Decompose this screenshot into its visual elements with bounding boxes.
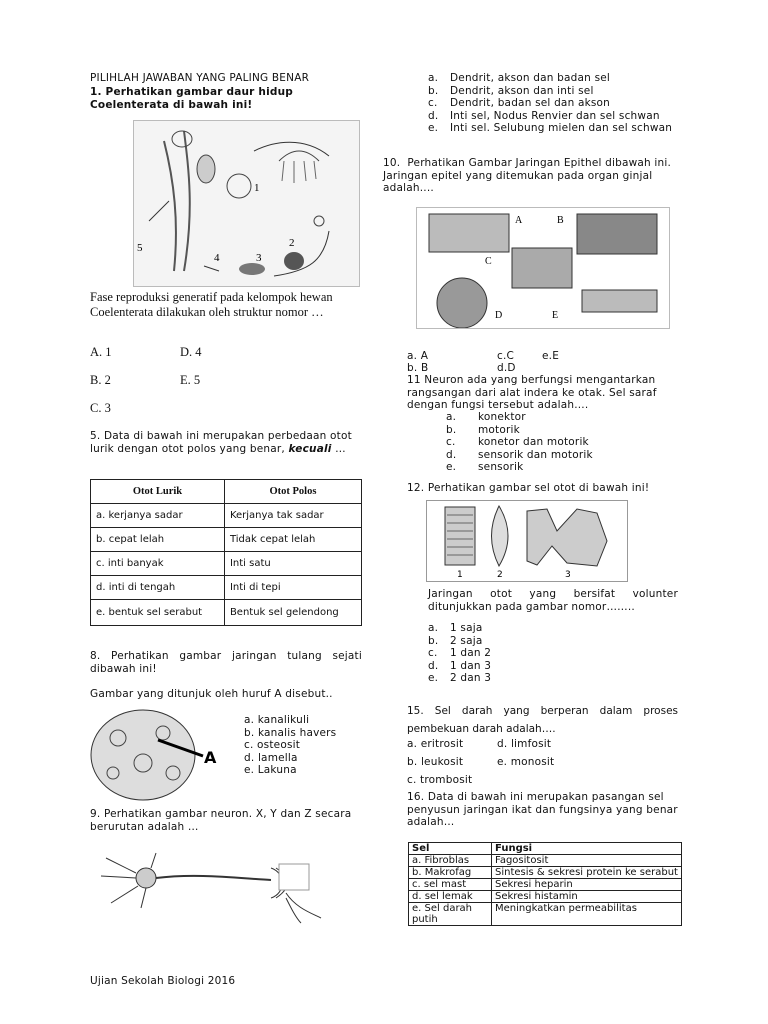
q16-cell: d. sel lemak [409,891,492,903]
q5-cell: e. bentuk sel serabut [91,600,225,626]
fig-label-5: 5 [137,242,143,254]
q8-options [244,714,336,777]
q10-option-c: c.C [497,350,515,362]
q8-text: 8. Perhatikan gambar jaringan tulang sejati dibawah ini! [90,650,362,675]
q5-cell: b. cepat lelah [91,528,225,552]
q5-cell: Tidak cepat lelah [224,528,361,552]
q9-option: c. Dendrit, badan sel dan akson [428,97,611,109]
q12-option: e. 2 dan 3 [428,672,492,684]
q8-option: a. kanalikuli [244,714,310,726]
q15-option-d: d. limfosit [497,738,552,750]
q11-option: a. konektor [446,411,526,423]
q11-text: 11 Neuron ada yang berfungsi mengantarkan rangsangan dari alat indera ke otak. Sel saraf dengan fungsi tersebut adalah.... [407,374,657,411]
q8-option: e. Lakuna [244,764,297,776]
epithelial-tissue-illustration [417,208,669,328]
q15-option-e: e. monosit [497,756,555,768]
fig-label-2: 2 [497,570,503,580]
coelenterata-cycle-illustration [134,121,359,286]
q16-text: 16. Data di bawah ini merupakan pasangan sel penyusun jaringan ikat dan fungsinya yang benar adalah… [407,791,678,828]
header: PILIHLAH JAWABAN YANG PALING BENAR [90,72,310,84]
q1-option-e: E. 5 [180,373,201,387]
q16-cell: Meningkatkan permeabilitas [492,903,682,926]
q16-cell: Sekresi heparin [492,879,682,891]
q12-stem: Jaringan otot yang bersifat volunter ditunjukkan pada gambar nomor…….. [428,588,678,613]
fig-label-a: A [515,215,523,226]
q8-label-a: A [204,748,217,767]
q1-option-a: A. 1 [90,345,112,359]
fig-label-3: 3 [256,252,262,264]
q10-text: 10. Perhatikan Gambar Jaringan Epithel dibawah ini. Jaringan epitel yang ditemukan pada organ ginjal adalah.... [383,157,724,194]
q11-option: d. sensorik dan motorik [446,448,593,461]
q5-text: 5. Data di bawah ini merupakan perbedaan otot lurik dengan otot polos yang benar, kecuali … [90,430,352,455]
q12-option: d. 1 dan 3 [428,659,492,672]
q8-option: b. kanalis havers [244,726,337,739]
q5-cell: d. inti di tengah [91,576,225,600]
q8-stem: Gambar yang ditunjuk oleh huruf A disebut.. [90,688,333,700]
q10-option-a: a. A [407,350,429,362]
q9-figure [96,848,326,928]
q16-header-fungsi: Fungsi [492,843,682,855]
q16-header-sel: Sel [409,843,492,855]
q11-options [446,411,593,474]
fig-label-1: 1 [457,570,463,580]
q1-option-d: D. 4 [180,345,202,359]
q1-option-b: B. 2 [90,373,111,387]
q5-cell: Inti di tepi [224,576,361,600]
fig-label-3: 3 [565,570,571,580]
q15-option-c: c. trombosit [407,774,473,786]
q11-option: b. motorik [446,423,520,436]
q12-option: a. 1 saja [428,622,483,634]
q16-cell: Fagositosit [492,855,682,867]
q12-option: b. 2 saja [428,634,483,647]
q9-options [428,72,678,135]
q9-option: e. Inti sel. Selubung mielen dan sel schwan [428,122,673,134]
fig-label-1: 1 [254,182,260,194]
q12-options [428,622,491,685]
q16-cell: e. Sel darah putih [409,903,492,926]
q15-option-a: a. eritrosit [407,738,464,750]
q16-cell: a. Fibroblas [409,855,492,867]
q10-figure [416,207,670,329]
q10-option-e: e.E [542,350,560,362]
muscle-cells-illustration [427,501,627,581]
q9-option: a. Dendrit, akson dan badan sel [428,72,611,84]
q5-cell: Kerjanya tak sadar [224,504,361,528]
bone-tissue-illustration [88,708,248,803]
q8-figure [88,708,248,803]
q12-text: 12. Perhatikan gambar sel otot di bawah ini! [407,482,650,494]
q16-cell: b. Makrofag [409,867,492,879]
q5-cell: Inti satu [224,552,361,576]
q15-text: 15. Sel darah yang berperan dalam proses pembekuan darah adalah…. [407,705,678,735]
q5-table [90,479,362,626]
q10-option-b: b. B [407,362,429,374]
q11-option: c. konetor dan motorik [446,436,589,448]
q1-text: 1. Perhatikan gambar daur hidup Coelenterata di bawah ini! [90,86,293,111]
q5-cell: a. kerjanya sadar [91,504,225,528]
q5-header-lurik: Otot Lurik [91,480,225,504]
q1-stem: Fase reproduksi generatif pada kelompok hewan Coelenterata dilakukan oleh struktur nomor … [90,290,333,319]
q1-figure [133,120,360,287]
q5-cell: c. inti banyak [91,552,225,576]
q5-cell: Bentuk sel gelendong [224,600,361,626]
q15-option-b: b. leukosit [407,756,464,768]
q16-cell: Sintesis & sekresi protein ke serabut [492,867,682,879]
q11-option: e. sensorik [446,461,524,473]
fig-label-b: B [557,215,564,226]
q8-option: c. osteosit [244,739,301,751]
q10-option-d: d.D [497,362,516,374]
q16-table [408,842,682,926]
fig-label-2: 2 [289,237,295,249]
fig-label-e: E [552,310,559,321]
q9-option: d. Inti sel, Nodus Renvier dan sel schwan [428,109,660,122]
q16-cell: Sekresi histamin [492,891,682,903]
q5-header-polos: Otot Polos [224,480,361,504]
footer: Ujian Sekolah Biologi 2016 [90,975,236,987]
q12-figure [426,500,628,582]
fig-label-c: C [485,256,492,267]
fig-label-d: D [495,310,503,321]
q9-option: b. Dendrit, akson dan inti sel [428,84,594,97]
q9-text: 9. Perhatikan gambar neuron. X, Y dan Z secara berurutan adalah … [90,808,352,833]
fig-label-4: 4 [214,252,220,264]
q16-cell: c. sel mast [409,879,492,891]
q12-option: c. 1 dan 2 [428,647,492,659]
q1-option-c: C. 3 [90,401,111,415]
q8-option: d. lamella [244,751,298,764]
neuron-illustration [96,848,326,928]
